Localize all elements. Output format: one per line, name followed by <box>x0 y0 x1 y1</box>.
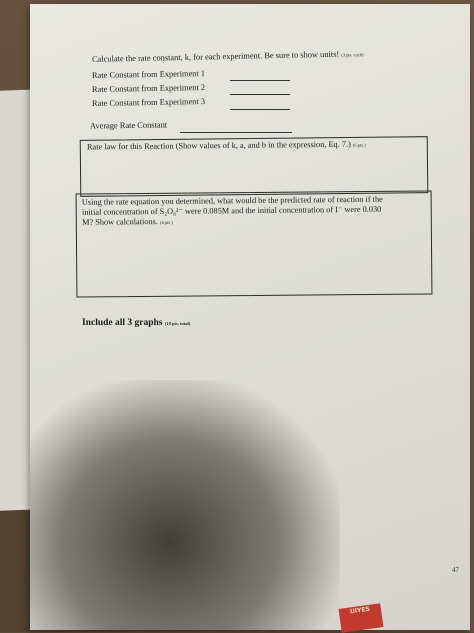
graphs-label: Include all 3 graphs <box>82 318 163 328</box>
rate-row-3-blank[interactable] <box>230 109 290 110</box>
rate-law-points: (6 pts.) <box>352 142 366 148</box>
rate-row-2-label: Rate Constant from Experiment 2 <box>91 83 206 94</box>
graphs-instruction <box>82 318 190 328</box>
prediction-prompt <box>82 194 427 229</box>
instruction-label: Calculate the rate constant, k, for each experiment. Be sure to show units! <box>91 49 340 64</box>
rate-row-2-blank[interactable] <box>230 94 290 95</box>
rate-law-text: Rate law for this Reaction (Show values of k, a, and b in the expression, Eq. 7.) <box>86 139 351 152</box>
rate-row-1-blank[interactable] <box>230 80 290 81</box>
prediction-line-1: Using the rate equation you determined, what would be the predicted rate of reaction if the <box>81 194 383 207</box>
instruction-points: (3 pts. each) <box>341 52 364 58</box>
page-number: 47 <box>452 566 459 574</box>
worksheet-page <box>30 4 470 630</box>
prediction-line-2: initial concentration of S₂O₈²⁻ were 0.085M and the initial concentration of I⁻ were 0.030 <box>81 204 382 217</box>
rate-row-3-label: Rate Constant from Experiment 3 <box>91 97 206 108</box>
red-tag-text: UIYES <box>349 605 371 616</box>
prediction-line-3: M? Show calculations. <box>82 217 158 227</box>
prediction-points: (4 pts.) <box>159 219 173 225</box>
average-rate-blank[interactable] <box>180 132 292 133</box>
rate-row-1-label: Rate Constant from Experiment 1 <box>91 69 206 80</box>
average-rate-label: Average Rate Constant <box>89 120 168 131</box>
graphs-points: (18 pts. total) <box>164 321 191 326</box>
